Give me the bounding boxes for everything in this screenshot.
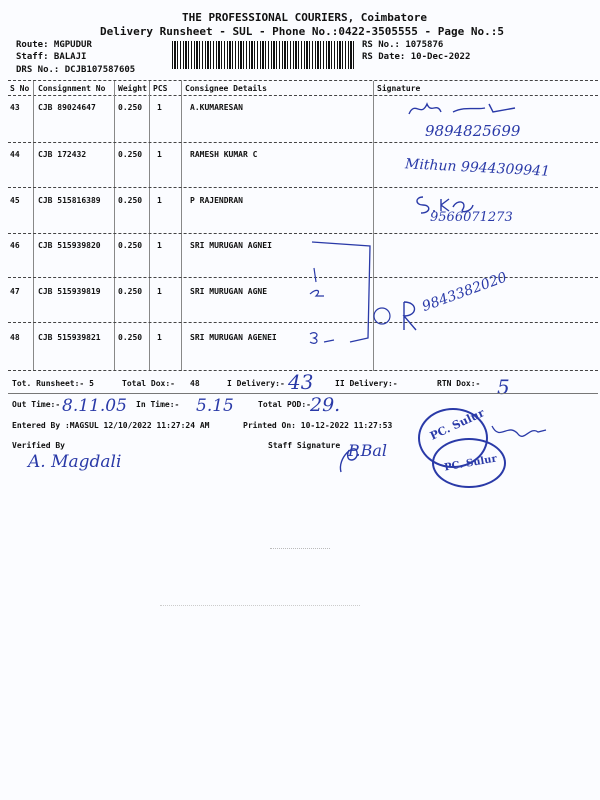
route: Route: MGPUDUR <box>16 40 92 50</box>
row-consignee: SRI MURUGAN AGENEI <box>190 333 277 342</box>
row-sno: 47 <box>10 287 20 296</box>
row-weight: 0.250 <box>118 287 143 296</box>
handwritten-bracket <box>300 238 440 358</box>
drs-number: DRS No.: DCJB107587605 <box>16 65 136 75</box>
total-dox-value: 48 <box>190 379 200 388</box>
in-time-hand: 5.15 <box>196 396 234 416</box>
staff-signature-label: Staff Signature <box>268 441 341 450</box>
entered-by: Entered By :MAGSUL 12/10/2022 11:27:24 AM <box>12 421 210 430</box>
staff-signature-hand: P.Bal <box>348 441 388 460</box>
row-consignee: SRI MURUGAN AGNE <box>190 287 268 296</box>
ii-delivery-label: II Delivery:- <box>335 379 398 388</box>
row-pcs: 1 <box>157 150 162 159</box>
column-separator <box>33 81 34 371</box>
staff: Staff: BALAJI <box>16 52 87 62</box>
row-handwriting: 9843382020 <box>420 269 510 316</box>
col-consignment: Consignment No <box>38 84 106 93</box>
column-separator <box>114 81 115 371</box>
row-consignment: CJB 515939819 <box>38 287 101 296</box>
i-delivery-hand: 43 <box>288 370 314 394</box>
verified-signature: A. Magdali <box>28 452 122 472</box>
row-consignment: CJB 172432 <box>38 150 87 159</box>
row-sno: 44 <box>10 150 20 159</box>
total-dox-label: Total Dox:- <box>122 379 175 388</box>
column-separator <box>181 81 182 371</box>
rs-date: RS Date: 10-Dec-2022 <box>362 52 471 62</box>
stamp-text: PC. Sulur <box>443 453 498 474</box>
handwritten-signature <box>490 420 550 448</box>
row-sno: 45 <box>10 196 20 205</box>
rtn-dox-label: RTN Dox:- <box>437 379 481 388</box>
row-consignment: CJB 515816389 <box>38 196 101 205</box>
total-runsheet: Tot. Runsheet:- 5 <box>12 379 94 388</box>
row-sno: 48 <box>10 333 20 342</box>
column-separator <box>149 81 150 371</box>
runsheet-title: Delivery Runsheet - SUL - Phone No.:0422-3505555 - Page No.:5 <box>100 25 504 38</box>
company-name: THE PROFESSIONAL COURIERS, Coimbatore <box>182 11 428 24</box>
row-consignee: SRI MURUGAN AGNEI <box>190 241 272 250</box>
handwritten-signature <box>335 438 365 474</box>
row-consignment: CJB 515939821 <box>38 333 101 342</box>
in-time-label: In Time:- <box>136 400 180 409</box>
col-signature: Signature <box>377 84 421 93</box>
col-weight: Weight <box>118 84 147 93</box>
row-pcs: 1 <box>157 287 162 296</box>
handwritten-signature <box>405 96 525 122</box>
row-weight: 0.250 <box>118 103 143 112</box>
row-pcs: 1 <box>157 196 162 205</box>
row-consignment: CJB 89024647 <box>38 103 96 112</box>
row-consignee: RAMESH KUMAR C <box>190 150 258 159</box>
col-sno: S No <box>10 84 30 93</box>
row-weight: 0.250 <box>118 241 143 250</box>
row-sno: 43 <box>10 103 20 112</box>
row-consignee: P RAJENDRAN <box>190 196 243 205</box>
barcode <box>172 41 354 69</box>
stamp-text: PC. Sulur <box>427 406 487 443</box>
col-consignee: Consignee Details <box>185 84 267 93</box>
total-pod-hand: 29. <box>310 394 341 416</box>
divider <box>8 393 598 394</box>
row-weight: 0.250 <box>118 333 143 342</box>
scan-speckle <box>160 605 360 609</box>
verified-by-label: Verified By <box>12 441 65 450</box>
row-consignment: CJB 515939820 <box>38 241 101 250</box>
row-handwriting: 9566071273 <box>430 210 513 225</box>
row-pcs: 1 <box>157 103 162 112</box>
row-divider <box>8 187 598 188</box>
row-divider <box>8 142 598 143</box>
row-weight: 0.250 <box>118 196 143 205</box>
row-pcs: 1 <box>157 241 162 250</box>
out-time-label: Out Time:- <box>12 400 61 409</box>
row-pcs: 1 <box>157 333 162 342</box>
row-handwriting: 9894825699 <box>425 122 521 140</box>
row-consignee: A.KUMARESAN <box>190 103 243 112</box>
out-time-hand: 8.11.05 <box>62 396 127 416</box>
row-weight: 0.250 <box>118 150 143 159</box>
row-divider <box>8 233 598 234</box>
row-handwriting: Mithun 9944309941 <box>404 156 551 180</box>
i-delivery-label: I Delivery:- <box>227 379 285 388</box>
col-pcs: PCS <box>153 84 168 93</box>
printed-on: Printed On: 10-12-2022 11:27:53 <box>243 421 393 430</box>
total-pod-label: Total POD:- <box>258 400 311 409</box>
rs-number: RS No.: 1075876 <box>362 40 444 50</box>
row-sno: 46 <box>10 241 20 250</box>
scan-speckle <box>270 548 330 552</box>
divider <box>8 80 598 81</box>
rtn-dox-hand: 5 <box>497 375 510 399</box>
